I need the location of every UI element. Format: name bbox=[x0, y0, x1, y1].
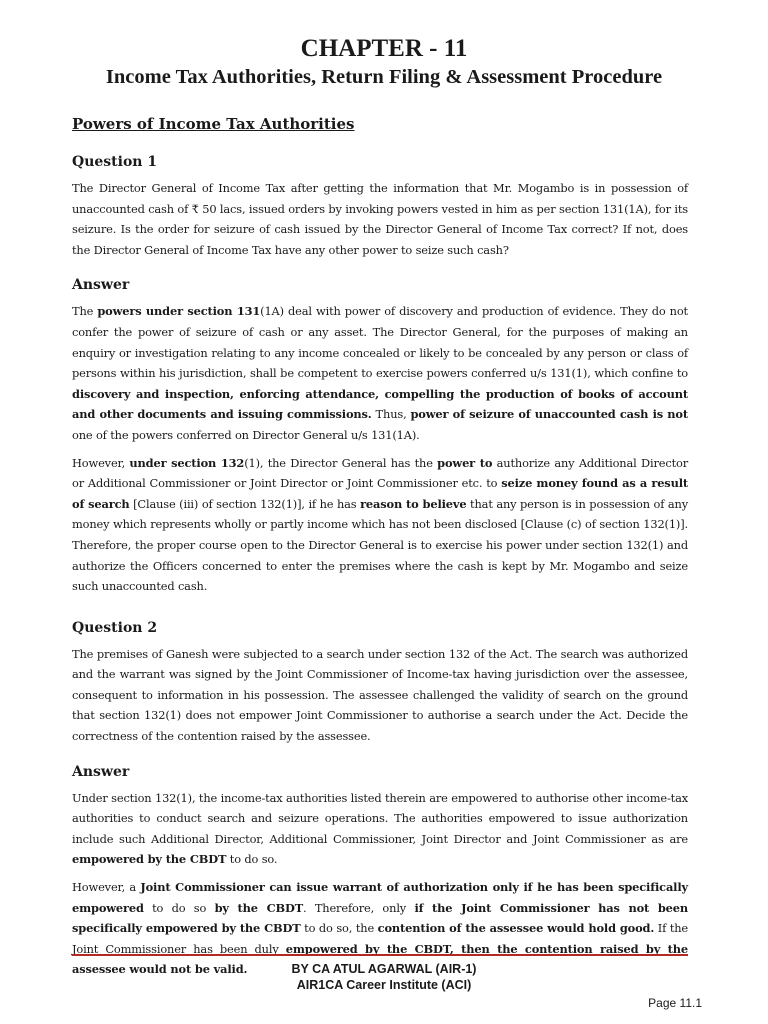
question-1-heading: Question 1 bbox=[72, 154, 158, 170]
text-run: Under section 132(1), the income-tax authorities listed therein are empowered to authorise other income-tax authorities to conduct search and seizure operations. The authorities empowered to issue authorization include such Additional Director, Additional Commissioner, Joint Director and Joint Commissioner as are bbox=[72, 790, 688, 846]
text-run: . Therefore, only bbox=[303, 900, 415, 915]
bold-run: Joint Commissioner can issue warrant of authorization only if he has been specifically empowered bbox=[72, 880, 689, 915]
bold-run: by the CBDT bbox=[214, 900, 304, 915]
question-1-text: The Director General of Income Tax after getting the information that Mr. Mogambo is in possession of unaccounted cash of ₹ 50 lacs, issued orders by invoking powers vested in him as per section 131(1A), for its seizure. Is the order for seizure of cash issued by the Director General of Income Tax correct? If not, does the Director General of Income Tax have any other power to seize such cash? bbox=[72, 181, 688, 257]
text-run: However, bbox=[72, 455, 130, 470]
bold-run: power of seizure of unaccounted cash is not bbox=[410, 407, 688, 422]
bold-run: empowered by the CBDT, then the contention raised by the assessee would not be valid. bbox=[72, 941, 688, 977]
bold-run: seize money found as a result of search bbox=[72, 476, 688, 511]
bold-run: contention of the assessee would hold good. bbox=[377, 921, 655, 936]
text-run: (1), the Director General has the bbox=[244, 455, 438, 470]
text-run: to do so. bbox=[226, 852, 278, 867]
question-2-heading: Question 2 bbox=[72, 619, 158, 636]
footer-rule bbox=[72, 954, 688, 956]
bold-run: power to bbox=[437, 455, 493, 470]
footer-institute: AIR1CA Career Institute (ACI) bbox=[296, 978, 472, 992]
text-run: [Clause (iii) of section 132(1)], if he has bbox=[129, 496, 361, 511]
text-run: to do so, the bbox=[300, 921, 378, 936]
footer-author: BY CA ATUL AGARWAL (AIR-1) bbox=[291, 962, 477, 976]
bold-run: under section 132 bbox=[129, 455, 245, 470]
question-2-text: The premises of Ganesh were subjected to a search under section 132 of the Act. The search was authorized and the warrant was signed by the Joint Commissioner of Income-tax having jurisdiction over the assessee, consequent to information in his possession. The assessee challenged the validity of search on the ground that section 132(1) does not empower Joint Commissioner to authorise a search under the Act. Decide the correctness of the contention raised by the assessee. bbox=[72, 646, 688, 744]
text-run: (1A) deal with power of discovery and production of evidence. They do not confer the power of seizure of cash or any asset. The Director General, for the purposes of making an enquiry or investigation relating to any income concealed or likely to be concealed by any person or class of persons within his jurisdiction, shall be competent to exercise powers conferred u/s 131(1), which confine to bbox=[72, 304, 688, 381]
text-run: Thus, bbox=[371, 407, 411, 422]
bold-run: discovery and inspection, enforcing attendance, compelling the production of books of account and other documents and issuing commissions. bbox=[72, 386, 688, 422]
bold-run: if the Joint Commissioner has not been specifically empowered by the CBDT bbox=[72, 900, 688, 936]
text-run: to do so bbox=[143, 900, 215, 915]
answer-1-paragraph-1 bbox=[72, 301, 688, 445]
content-body bbox=[72, 114, 688, 987]
text-run: one of the powers conferred on Director General u/s 131(1A). bbox=[72, 427, 420, 442]
text-run: that any person is in possession of any money which represents wholly or partly income which has not been disclosed [Clause (c) of section 132(1)]. Therefore, the proper course open to the Director General is to exercise his power under section 132(1) and authorize the Officers concerned to enter the premises where the cash is kept by Mr. Mogambo and seize such unaccounted cash. bbox=[72, 496, 688, 594]
text-run: The bbox=[72, 304, 98, 319]
chapter-title: CHAPTER - 11 bbox=[300, 35, 468, 62]
answer-1-heading: Answer bbox=[72, 277, 130, 294]
answer-2-heading: Answer bbox=[72, 763, 130, 780]
section-heading: Powers of Income Tax Authorities bbox=[72, 115, 355, 133]
answer-1-paragraph-2 bbox=[72, 453, 688, 597]
page-number: Page 11.1 bbox=[648, 996, 702, 1010]
chapter-subtitle: Income Tax Authorities, Return Filing & Assessment Procedure bbox=[105, 66, 663, 88]
answer-2-paragraph-1 bbox=[72, 788, 688, 870]
text-run: authorize any Additional Director or Additional Commissioner or Joint Director or Joint Commissioner etc. to bbox=[72, 455, 688, 491]
bold-run: empowered by the CBDT bbox=[72, 852, 227, 867]
bold-run: powers under section 131 bbox=[97, 304, 261, 319]
text-run: However, a bbox=[72, 880, 141, 895]
text-run: If the Joint Commissioner has been duly bbox=[72, 921, 689, 956]
bold-run: reason to believe bbox=[360, 496, 467, 511]
